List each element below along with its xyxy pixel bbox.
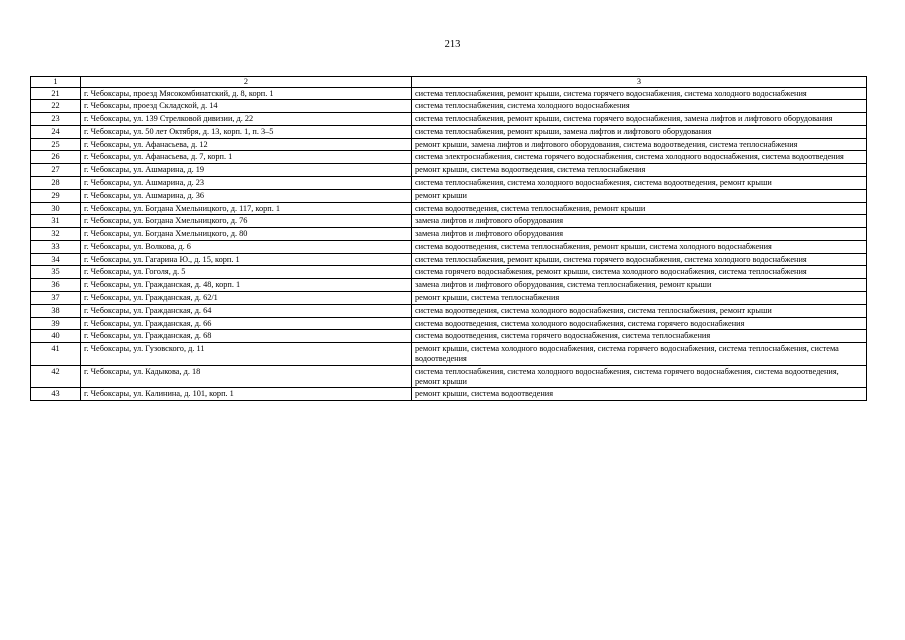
page-number: 213 (444, 39, 461, 50)
row-number: 27 (31, 164, 81, 177)
row-address: г. Чебоксары, ул. Афанасьева, д. 12 (81, 138, 412, 151)
row-works: система теплоснабжения, ремонт крыши, замена лифтов и лифтового оборудования (412, 125, 867, 138)
row-address: г. Чебоксары, ул. Богдана Хмельницкого, д. 80 (81, 228, 412, 241)
row-number: 38 (31, 304, 81, 317)
table-header-row (31, 77, 867, 88)
row-works: ремонт крыши, замена лифтов и лифтового оборудования, система водоотведения, система теплоснабжения (412, 138, 867, 151)
row-works: система водоотведения, система горячего водоснабжения, система теплоснабжения (412, 330, 867, 343)
row-number: 28 (31, 177, 81, 190)
row-number: 41 (31, 343, 81, 366)
row-works: ремонт крыши, система теплоснабжения (412, 292, 867, 305)
row-works: система водоотведения, система холодного водоснабжения, система горячего водоснабжения (412, 317, 867, 330)
table-row (31, 240, 867, 253)
table-row (31, 151, 867, 164)
registry-table (30, 76, 867, 401)
row-address: г. Чебоксары, ул. Ашмарина, д. 36 (81, 189, 412, 202)
row-address: г. Чебоксары, проезд Складской, д. 14 (81, 100, 412, 113)
row-works: система водоотведения, система теплоснабжения, ремонт крыши (412, 202, 867, 215)
row-address: г. Чебоксары, ул. Гражданская, д. 62/1 (81, 292, 412, 305)
row-address: г. Чебоксары, ул. Калинина, д. 101, корп. 1 (81, 388, 412, 401)
row-address: г. Чебоксары, ул. Богдана Хмельницкого, д. 117, корп. 1 (81, 202, 412, 215)
row-works: ремонт крыши (412, 189, 867, 202)
table-row (31, 100, 867, 113)
table-row (31, 177, 867, 190)
table-row (31, 189, 867, 202)
row-number: 36 (31, 279, 81, 292)
row-number: 37 (31, 292, 81, 305)
row-works: система теплоснабжения, ремонт крыши, система горячего водоснабжения, замена лифтов и лифтового оборудования (412, 113, 867, 126)
row-address: г. Чебоксары, проезд Мясокомбинатский, д. 8, корп. 1 (81, 87, 412, 100)
row-address: г. Чебоксары, ул. 50 лет Октября, д. 13, корп. 1, п. 3–5 (81, 125, 412, 138)
row-number: 31 (31, 215, 81, 228)
row-number: 29 (31, 189, 81, 202)
row-works: система горячего водоснабжения, ремонт крыши, система холодного водоснабжения, система теплоснабжения (412, 266, 867, 279)
row-works: система теплоснабжения, ремонт крыши, система горячего водоснабжения, система холодного водоснабжения (412, 253, 867, 266)
table-row (31, 266, 867, 279)
table-row (31, 164, 867, 177)
table-row (31, 125, 867, 138)
row-address: г. Чебоксары, ул. Ашмарина, д. 19 (81, 164, 412, 177)
row-address: г. Чебоксары, ул. Ашмарина, д. 23 (81, 177, 412, 190)
column-header-address: 2 (81, 77, 412, 88)
table-row (31, 87, 867, 100)
row-works: система теплоснабжения, система холодного водоснабжения (412, 100, 867, 113)
row-works: система теплоснабжения, система холодного водоснабжения, система водоотведения, ремонт крыши (412, 177, 867, 190)
row-number: 25 (31, 138, 81, 151)
row-number: 43 (31, 388, 81, 401)
row-address: г. Чебоксары, ул. Афанасьева, д. 7, корп. 1 (81, 151, 412, 164)
row-address: г. Чебоксары, ул. Гражданская, д. 68 (81, 330, 412, 343)
row-number: 34 (31, 253, 81, 266)
table-row (31, 365, 867, 388)
row-number: 23 (31, 113, 81, 126)
row-number: 30 (31, 202, 81, 215)
table-row (31, 317, 867, 330)
row-number: 35 (31, 266, 81, 279)
row-works: ремонт крыши, система водоотведения (412, 388, 867, 401)
row-works: система теплоснабжения, ремонт крыши, система горячего водоснабжения, система холодного водоснабжения (412, 87, 867, 100)
row-number: 40 (31, 330, 81, 343)
table-row (31, 279, 867, 292)
row-works: замена лифтов и лифтового оборудования (412, 228, 867, 241)
row-number: 22 (31, 100, 81, 113)
column-header-number: 1 (31, 77, 81, 88)
row-number: 42 (31, 365, 81, 388)
row-works: система водоотведения, система холодного водоснабжения, система теплоснабжения, ремонт крыши (412, 304, 867, 317)
table-row (31, 304, 867, 317)
row-address: г. Чебоксары, ул. Гражданская, д. 64 (81, 304, 412, 317)
row-address: г. Чебоксары, ул. Кадыкова, д. 18 (81, 365, 412, 388)
row-address: г. Чебоксары, ул. 139 Стрелковой дивизии, д. 22 (81, 113, 412, 126)
table-row (31, 388, 867, 401)
table-row (31, 113, 867, 126)
row-works: ремонт крыши, система холодного водоснабжения, система горячего водоснабжения, система теплоснабжения, система водоотведения (412, 343, 867, 366)
table-row (31, 215, 867, 228)
row-address: г. Чебоксары, ул. Богдана Хмельницкого, д. 76 (81, 215, 412, 228)
table-row (31, 292, 867, 305)
row-address: г. Чебоксары, ул. Гоголя, д. 5 (81, 266, 412, 279)
table-body (31, 87, 867, 401)
table-row (31, 343, 867, 366)
row-works: замена лифтов и лифтового оборудования, система теплоснабжения, ремонт крыши (412, 279, 867, 292)
row-works: ремонт крыши, система водоотведения, система теплоснабжения (412, 164, 867, 177)
row-works: замена лифтов и лифтового оборудования (412, 215, 867, 228)
row-number: 24 (31, 125, 81, 138)
row-address: г. Чебоксары, ул. Гражданская, д. 48, корп. 1 (81, 279, 412, 292)
row-number: 33 (31, 240, 81, 253)
row-number: 39 (31, 317, 81, 330)
row-number: 26 (31, 151, 81, 164)
row-works: система водоотведения, система теплоснабжения, ремонт крыши, система холодного водоснабжения (412, 240, 867, 253)
table-row (31, 138, 867, 151)
row-address: г. Чебоксары, ул. Гагарина Ю., д. 15, корп. 1 (81, 253, 412, 266)
table-row (31, 228, 867, 241)
column-header-works: 3 (412, 77, 867, 88)
table-row (31, 202, 867, 215)
table-row (31, 253, 867, 266)
table-row (31, 330, 867, 343)
row-number: 21 (31, 87, 81, 100)
row-address: г. Чебоксары, ул. Гузовского, д. 11 (81, 343, 412, 366)
row-works: система электроснабжения, система горячего водоснабжения, система холодного водоснабжения, система водоотведения (412, 151, 867, 164)
row-number: 32 (31, 228, 81, 241)
row-works: система теплоснабжения, система холодного водоснабжения, система горячего водоснабжения, система водоотведения, ремонт крыши (412, 365, 867, 388)
row-address: г. Чебоксары, ул. Волкова, д. 6 (81, 240, 412, 253)
row-address: г. Чебоксары, ул. Гражданская, д. 66 (81, 317, 412, 330)
